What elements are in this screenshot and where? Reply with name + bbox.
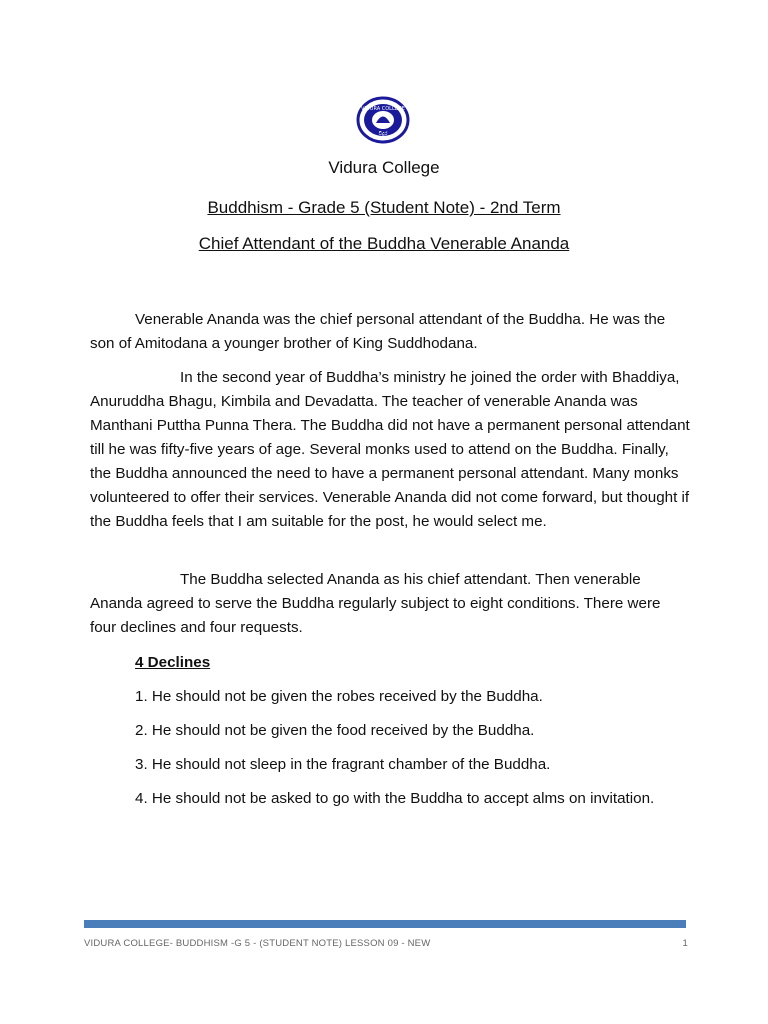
subject-heading: Buddhism - Grade 5 (Student Note) - 2nd Term [207,198,561,217]
decline-item-2: 2. He should not be given the food received by the Buddha. [135,722,535,739]
seal-top-text: VIDURA COLLEGE [361,106,405,112]
paragraph-3: The Buddha selected Ananda as his chief attendant. Then venerable Ananda agreed to serve the Buddha regularly subject to eight conditions. There were four declines and four requests. [90,571,661,636]
page-number: 1 [682,938,688,949]
seal-bottom-text: විදුර [378,131,388,137]
footer-bar [84,920,686,928]
decline-item-1: 1. He should not be given the robes received by the Buddha. [135,688,543,705]
decline-item-3: 3. He should not sleep in the fragrant chamber of the Buddha. [135,756,551,773]
lesson-title: Chief Attendant of the Buddha Venerable Ananda [198,234,570,253]
paragraph-2: In the second year of Buddha’s ministry he joined the order with Bhaddiya, Anuruddha Bhagu, Kimbila and Devadatta. The teacher of venerable Ananda was Manthani Puttha Punna Thera. The Buddha did not have a permanent personal attendant till he was fifty-five years of age. Several monks used to attend on the Buddha. Finally, the Buddha announced the need to have a permanent personal attendant. Many monks volunteered to offer their services. Venerable Ananda did not come forward, but thought if the Buddha feels that I am suitable for the post, he would select me. [90,369,690,530]
paragraph-1: Venerable Ananda was the chief personal attendant of the Buddha. He was the son of Amitodana a younger brother of King Suddhodana. [90,311,666,352]
school-name: Vidura College [328,158,440,177]
college-seal-icon [356,96,410,144]
footer-text: VIDURA COLLEGE- BUDDHISM -G 5 - (STUDENT NOTE) LESSON 09 - NEW [84,938,431,949]
declines-heading: 4 Declines [135,654,211,671]
decline-item-4: 4. He should not be asked to go with the Buddha to accept alms on invitation. [135,790,655,807]
